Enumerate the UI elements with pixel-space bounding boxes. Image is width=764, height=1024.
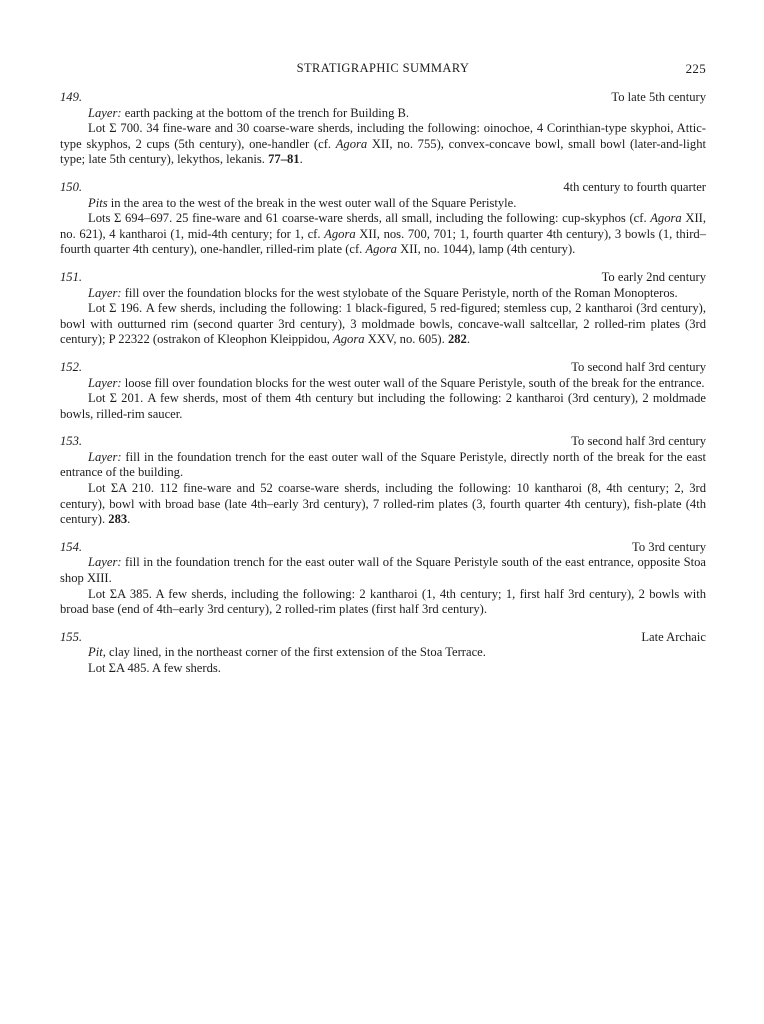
entry-lot [60,661,706,677]
entry-number: 155. [60,629,83,644]
lot-text: XXV, no. 605). [364,332,448,347]
entry-date-range: Late Archaic [641,629,706,644]
context-label: Layer: [88,555,122,570]
context-label: Pits [88,195,108,210]
entry-context [60,555,706,586]
figure-references: 283 [108,512,128,527]
lot-text: Lot ΣA 485. A few sherds. [88,661,221,675]
deposit-entry-155 [60,630,706,677]
document-page [60,58,706,677]
entry-number: 152. [60,359,83,374]
deposit-entry-153 [60,434,706,528]
context-text: in the area to the west of the break in the west outer wall of the Square Peristyle. [107,195,517,210]
agora-reference: Agora [335,136,368,151]
lot-text: . [127,512,131,527]
entry-heading [60,180,706,196]
entry-date-range: To late 5th century [611,90,706,104]
deposit-entry-154 [60,540,706,618]
lot-text: XII, no. 621), 4 kantharoi (1, mid-4th century; for 1, cf. [60,211,706,241]
context-label: Layer: [88,375,122,390]
lot-text: . [466,332,470,347]
context-label: Layer: [88,285,122,300]
context-text: fill in the foundation trench for the east outer wall of the Square Peristyle, directly north of the break for the east entrance of the building. [60,449,706,480]
entry-lot [60,211,706,258]
entry-number: 153. [60,434,83,449]
entry-date-range: To 3rd century [632,539,706,554]
lot-text: Lot ΣA 385. A few sherds, including the following: 2 kantharoi (1, 4th century; 1, first half 3rd century), 2 bowls with broad base (end of 4th–early 3rd century), 2 rolled-rim plates (first half 3rd century). [60,586,706,617]
entry-context [60,376,706,392]
context-text: , clay lined, in the northeast corner of the first extension of the Stoa Terrace. [102,645,486,660]
entry-heading [60,360,706,376]
entry-date-range: To second half 3rd century [571,359,706,374]
agora-reference: Agora [650,211,682,226]
context-label: Layer: [88,449,122,464]
entry-lot [60,301,706,348]
agora-reference: Agora [324,226,356,241]
agora-reference: Agora [365,242,397,257]
context-text: loose fill over foundation blocks for the west outer wall of the Square Peristyle, south of the break for the entrance. [121,375,705,390]
entry-context [60,286,706,302]
entry-lot [60,391,706,422]
entry-context [60,450,706,481]
entry-context [60,196,706,212]
page-number: 225 [685,61,706,76]
entry-heading [60,90,706,106]
agora-reference: Agora [333,332,365,347]
entry-heading [60,540,706,556]
lot-text: Lot ΣA 210. 112 fine-ware and 52 coarse-ware sherds, including the following: 10 kantharoi (8, 4th century; 2, 3rd century), bowl with broad base (late 4th–early 3rd century), 7 rolled-rim plates (3, fourth quarter 4th century), fish-plate (4th century). [60,481,706,527]
entry-heading [60,434,706,450]
context-text: fill over the foundation blocks for the west stylobate of the Square Peristyle, north of the Roman Monopteros. [121,285,678,300]
context-label: Pit [88,645,103,660]
page-title: STRATIGRAPHIC SUMMARY [296,61,470,75]
entry-date-range: 4th century to fourth quarter [563,179,706,194]
entry-heading [60,270,706,286]
entry-context [60,106,706,122]
entry-date-range: To early 2nd century [601,269,706,284]
context-text: fill in the foundation trench for the east outer wall of the Square Peristyle south of the east entrance, opposite Stoa shop XIII. [60,555,706,586]
deposit-entry-150 [60,180,706,258]
lot-text: XII, no. 1044), lamp (4th century). [396,242,576,257]
lot-text: XII, no. 755), convex-concave bowl, small bowl (later-and-light type; late 5th century), lekythos, lekanis. [60,136,706,167]
entry-number: 154. [60,539,83,554]
entry-date-range: To second half 3rd century [571,434,706,449]
lot-text: . [299,152,303,167]
entry-number: 151. [60,269,83,284]
entry-number: 150. [60,179,83,194]
deposit-entry-151 [60,270,706,348]
entry-lot [60,121,706,168]
figure-references: 77–81 [268,152,300,167]
deposit-entry-152 [60,360,706,422]
entry-lot [60,481,706,528]
lot-text: Lot Σ 201. A few sherds, most of them 4th century but including the following: 2 kantharoi (3rd century), 2 moldmade bowls, rilled-rim saucer. [60,391,706,421]
lot-text: Lots Σ 694–697. 25 fine-ware and 61 coarse-ware sherds, all small, including the following: cup-skyphos (cf. [88,211,651,226]
entry-number: 149. [60,90,83,104]
figure-references: 282 [447,332,467,347]
context-text: earth packing at the bottom of the trench for Building B. [121,105,410,120]
running-head [60,58,706,78]
lot-text: XII, nos. 700, 701; 1, fourth quarter 4th century), 3 bowls (1, third–fourth quarter 4th century), one-handler, rilled-rim plate (cf. [60,226,706,257]
entry-heading [60,630,706,646]
lot-text: Lot Σ 700. 34 fine-ware and 30 coarse-ware sherds, including the following: oinochoe, 4 Corinthian-type skyphoi, Attic-type skyphos, 2 cups (5th century), one-handler (cf. [60,121,706,151]
lot-text: Lot Σ 196. A few sherds, including the following: 1 black-figured, 5 red-figured; stemless cup, 2 kantharoi (3rd century), bowl with outturned rim (second quarter 3rd century), 3 moldmade bowls, concave-wall saltcellar, 2 rolled-rim plates (3rd century); P 22322 (ostrakon of Kleophon Kleippidou, [60,301,706,347]
context-label: Layer: [88,105,122,120]
entry-lot [60,587,706,618]
entry-context [60,645,706,661]
deposit-entry-149 [60,90,706,168]
